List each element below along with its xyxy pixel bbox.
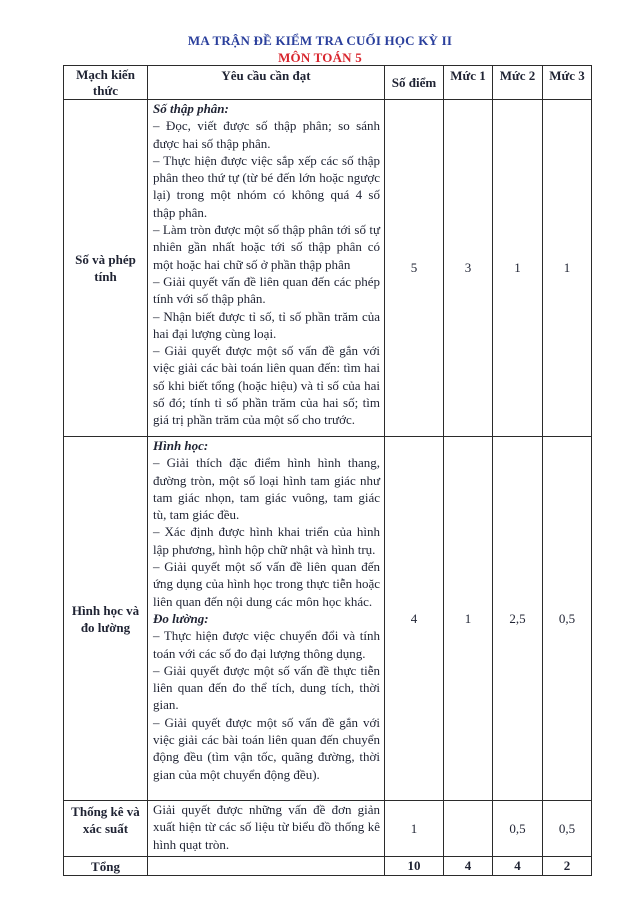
total-label: Tổng [64,857,148,876]
row-level-1 [444,801,493,857]
row-level-3: 0,5 [543,801,592,857]
row-points: 4 [385,437,444,801]
header-points: Số điểm [385,66,444,100]
requirement-item: – Thực hiện được việc chuyển đổi và tính toán với các số đo đại lượng thông dụng. [153,628,380,661]
requirement-item: – Giải quyết được một số vấn đề gắn với việc giải các bài toán liên quan đến: tìm hai số khi biết tổng (hoặc hiệu) và tỉ số của hai số đó; tính tỉ số phần trăm của hai số; tìm giá trị phần trăm của một số cho trước. [153,343,380,428]
row-requirements [148,801,385,857]
requirement-item: – Thực hiện được việc sắp xếp các số thập phân theo thứ tự (từ bé đến lớn hoặc ngược lại) trong một nhóm có không quá 4 số thập phân. [153,152,380,220]
requirement-item: – Giải quyết được một số vấn đề gắn với việc giải các bài toán liên quan đến chuyển động đều (tìm vận tốc, quãng đường, thời gian của một chuyển động đều). [153,714,380,782]
requirement-item: – Làm tròn được một số thập phân tới số tự nhiên gần nhất hoặc tới số thập phân có một hoặc hai chữ số ở phần thập phân [153,222,380,272]
total-requirements-empty [148,857,385,876]
assessment-matrix-table [63,65,592,876]
header-level-3: Mức 3 [543,66,592,100]
requirement-item: Giải quyết được những vấn đề đơn giản xuất hiện từ các số liệu từ biểu đồ thống kê hình quạt tròn. [153,802,380,852]
row-requirements [148,437,385,801]
row-level-2: 2,5 [493,437,543,801]
requirement-item: – Đọc, viết được số thập phân; so sánh được hai số thập phân. [153,118,380,151]
header-row [64,66,592,100]
row-level-1: 3 [444,100,493,437]
row-requirements [148,100,385,437]
section-heading: Đo lường: [153,610,209,626]
total-level-1: 4 [444,857,493,876]
row-points: 1 [385,801,444,857]
total-row [64,857,592,876]
requirement-item: – Xác định được hình khai triển của hình lập phương, hình hộp chữ nhật và hình trụ. [153,524,380,557]
total-points: 10 [385,857,444,876]
header-category: Mạch kiến thức [64,66,148,100]
header-requirements: Yêu cầu cần đạt [148,66,385,100]
row-level-3: 1 [543,100,592,437]
row-level-2: 1 [493,100,543,437]
row-category: Số và phép tính [64,100,148,437]
row-category: Thống kê và xác suất [64,801,148,857]
requirement-item: – Giải quyết một số vấn đề liên quan đến ứng dụng của hình học trong thực tiễn hoặc liên quan đến nội dung các môn học khác. [153,559,380,609]
row-points: 5 [385,100,444,437]
row-level-2: 0,5 [493,801,543,857]
table-row [64,100,592,437]
document-title: MA TRẬN ĐỀ KIỂM TRA CUỐI HỌC KỲ II [187,33,453,48]
requirement-item: – Nhận biết được tỉ số, tỉ số phần trăm của hai đại lượng cùng loại. [153,308,380,341]
total-level-2: 4 [493,857,543,876]
requirement-item: – Giải quyết vấn đề liên quan đến các phép tính với số thập phân. [153,273,380,307]
row-level-3: 0,5 [543,437,592,801]
table-row [64,437,592,801]
requirement-item: – Giải thích đặc điểm hình hình thang, đường tròn, một số loại hình tam giác như tam giác nhọn, tam giác vuông, tam giác tù, tam giác đều. [153,455,380,523]
section-heading: Hình học: [153,438,209,453]
section-heading: Số thập phân: [153,101,229,116]
table-row [64,801,592,857]
total-level-3: 2 [543,857,592,876]
document-subtitle: MÔN TOÁN 5 [278,50,362,65]
header-level-1: Mức 1 [444,66,493,100]
header-level-2: Mức 2 [493,66,543,100]
row-level-1: 1 [444,437,493,801]
row-category: Hình học và đo lường [64,437,148,801]
requirement-item: – Giải quyết được một số vấn đề thực tiễn liên quan đến đo thể tích, dung tích, thời gian. [153,662,380,713]
